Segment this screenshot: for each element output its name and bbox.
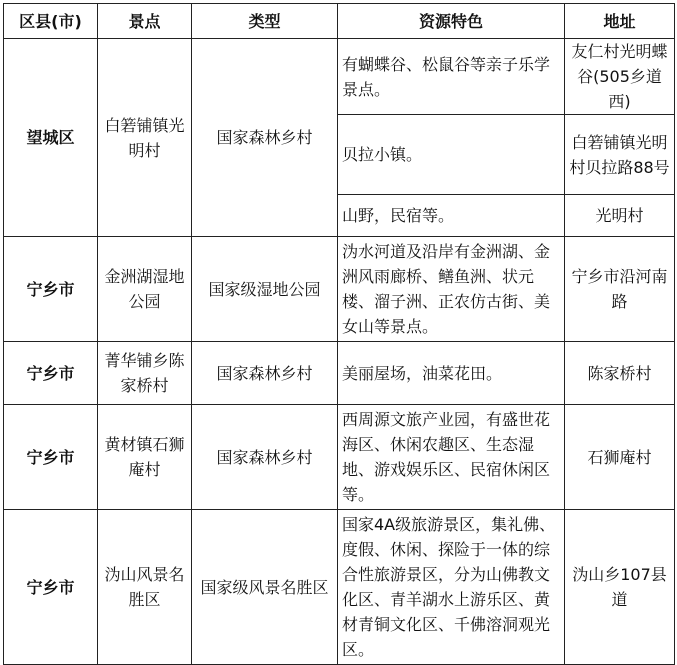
- spot-cell: 沩山风景名胜区: [98, 510, 192, 665]
- table-row: [4, 237, 675, 342]
- district-cell: 宁乡市: [4, 510, 98, 665]
- header-address: 地址: [565, 4, 675, 39]
- address-cell: 友仁村光明蝶谷(505乡道西): [565, 39, 675, 115]
- feature-cell: 山野，民宿等。: [338, 195, 565, 237]
- scenic-spots-table: [3, 3, 675, 665]
- type-cell: 国家级湿地公园: [192, 237, 338, 342]
- district-cell: 宁乡市: [4, 342, 98, 405]
- district-cell: 望城区: [4, 39, 98, 237]
- spot-cell: 菁华铺乡陈家桥村: [98, 342, 192, 405]
- address-cell: 光明村: [565, 195, 675, 237]
- type-cell: 国家森林乡村: [192, 39, 338, 237]
- address-cell: 沩山乡107县道: [565, 510, 675, 665]
- feature-cell: 有蝴蝶谷、松鼠谷等亲子乐学景点。: [338, 39, 565, 115]
- spot-cell: 金洲湖湿地公园: [98, 237, 192, 342]
- address-cell: 石狮庵村: [565, 405, 675, 510]
- district-cell: 宁乡市: [4, 237, 98, 342]
- address-cell: 白箬铺镇光明村贝拉路88号: [565, 115, 675, 195]
- header-type: 类型: [192, 4, 338, 39]
- table-row: [4, 39, 675, 115]
- feature-cell: 沩水河道及沿岸有金洲湖、金洲风雨廊桥、鳝鱼洲、状元楼、溜子洲、正农仿古街、美女山等景点。: [338, 237, 565, 342]
- address-cell: 陈家桥村: [565, 342, 675, 405]
- table-row: [4, 405, 675, 510]
- table-row: [4, 342, 675, 405]
- feature-cell: 国家4A级旅游景区，集礼佛、度假、休闲、探险于一体的综合性旅游景区，分为山佛教文化区、青羊湖水上游乐区、黄材青铜文化区、千佛溶洞观光区。: [338, 510, 565, 665]
- district-cell: 宁乡市: [4, 405, 98, 510]
- feature-cell: 西周源文旅产业园，有盛世花海区、休闲农趣区、生态湿地、游戏娱乐区、民宿休闲区等。: [338, 405, 565, 510]
- type-cell: 国家森林乡村: [192, 405, 338, 510]
- table-row: [4, 510, 675, 665]
- header-spot: 景点: [98, 4, 192, 39]
- type-cell: 国家级风景名胜区: [192, 510, 338, 665]
- address-cell: 宁乡市沿河南路: [565, 237, 675, 342]
- feature-cell: 贝拉小镇。: [338, 115, 565, 195]
- header-row: [4, 4, 675, 39]
- header-feature: 资源特色: [338, 4, 565, 39]
- feature-cell: 美丽屋场，油菜花田。: [338, 342, 565, 405]
- spot-cell: 白箬铺镇光明村: [98, 39, 192, 237]
- header-district: 区县(市): [4, 4, 98, 39]
- type-cell: 国家森林乡村: [192, 342, 338, 405]
- spot-cell: 黄材镇石狮庵村: [98, 405, 192, 510]
